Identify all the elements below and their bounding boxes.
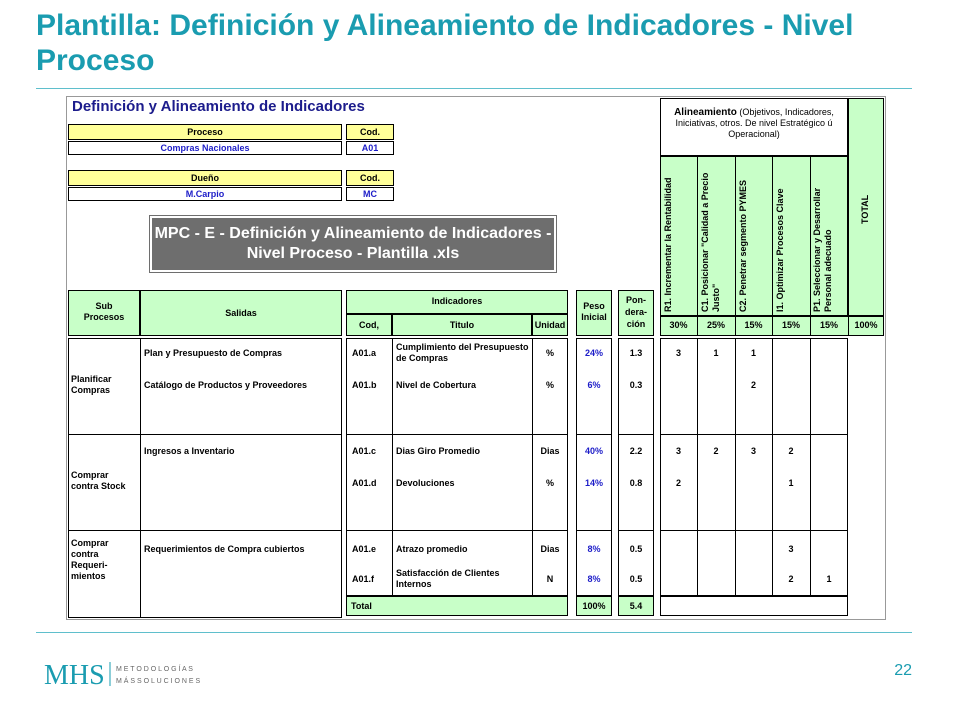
row-1-pond: 1.3	[629, 348, 643, 358]
pond-body	[618, 338, 654, 596]
row-4-pond: 0.8	[629, 478, 643, 488]
total-row-label-cell	[346, 596, 568, 616]
row-6-pond: 0.5	[629, 574, 643, 584]
indicadores-body	[346, 338, 568, 596]
row-2-salida: Catálogo de Productos y Proveedores	[144, 380, 308, 390]
file-name-banner: MPC - E - Definición y Alineamiento de Indicadores - Nivel Proceso - Plantilla .xls	[150, 216, 556, 272]
row-6-unidad: N	[546, 574, 554, 584]
proceso-cod-label: Cod.	[346, 124, 394, 140]
row-5-cod: A01.e	[352, 544, 377, 554]
total-row-peso-cell	[576, 596, 612, 616]
salidas-header: Salidas	[140, 290, 342, 336]
row-3-salida: Ingresos a Inventario	[144, 446, 235, 456]
row-3-score-c1: 2	[713, 446, 719, 456]
row-2-unidad: %	[545, 380, 554, 390]
dueno-value: M.Carpio	[68, 187, 342, 201]
row-3-peso: 40%	[584, 446, 603, 456]
alineamiento-note: (Objetivos, Indicadores, Iniciativas, otros. De nivel Estratégico ú Operacional)	[675, 107, 834, 139]
page-number: 22	[894, 662, 912, 679]
subprocess-1: Planificar Compras	[71, 374, 112, 395]
mhs-logo-icon	[44, 658, 244, 690]
indicadores-header: Indicadores	[346, 290, 568, 314]
alineamiento-header	[660, 98, 848, 156]
proceso-value: Compras Nacionales	[68, 141, 342, 155]
title-divider	[36, 88, 912, 89]
company-logo	[44, 658, 244, 695]
weight-p1: 15%	[819, 320, 838, 330]
row-1-cod: A01.a	[352, 348, 377, 358]
subprocesos-header: Sub Procesos	[68, 290, 140, 336]
row-1-score-r1: 3	[675, 348, 681, 358]
proceso-cod-value: A01	[346, 141, 394, 155]
peso-header: Peso Inicial	[576, 290, 612, 336]
objective-p1-label: P1. Seleccionar y Desarrollar Personal adecuado	[812, 187, 833, 312]
cod-header: Cod,	[346, 314, 392, 336]
row-5-peso: 8%	[587, 544, 601, 554]
subprocess-2: Comprar contra Stock	[71, 470, 126, 491]
row-4-peso: 14%	[584, 478, 603, 488]
weight-c1: 25%	[706, 320, 725, 330]
row-1-salida: Plan y Presupuesto de Compras	[144, 348, 283, 358]
row-1-score-c2: 1	[750, 348, 756, 358]
row-5-salida: Requerimientos de Compra cubiertos	[144, 544, 305, 554]
row-1-titulo: Cumplimiento del Presupuesto de Compras	[396, 342, 529, 363]
proceso-label: Proceso	[68, 124, 342, 140]
total-row-label: Total	[351, 601, 372, 611]
objective-c1-label: C1. Posicionar "Calidad a Precio Justo"	[700, 172, 721, 312]
total-row-pond: 5.4	[629, 601, 643, 611]
row-4-score-i1: 1	[788, 478, 794, 488]
row-3-pond: 2.2	[629, 446, 643, 456]
logo-line-2: M Á S S O L U C I O N E S	[116, 678, 201, 685]
row-4-unidad: %	[545, 478, 554, 488]
dueno-label: Dueño	[68, 170, 342, 186]
subprocess-3: Comprar contra Requeri- mientos	[71, 538, 109, 581]
row-3-score-c2: 3	[750, 446, 756, 456]
total-row-peso: 100%	[582, 601, 606, 611]
row-3-titulo: Dias Giro Promedio	[396, 446, 481, 456]
row-4-cod: A01.d	[352, 478, 377, 488]
row-3-score-r1: 3	[675, 446, 681, 456]
row-6-cod: A01.f	[352, 574, 375, 584]
row-4-titulo: Devoluciones	[396, 478, 455, 488]
objective-i1-label: I1. Optimizar Procesos Clave	[775, 188, 785, 312]
titulo-header: Titulo	[392, 314, 532, 336]
logo-line-1: M E T O D O L O G Í A S	[116, 666, 193, 673]
slide-title: Plantilla: Definición y Alineamiento de Indicadores - Nivel Proceso	[36, 9, 854, 77]
weight-r1: 30%	[669, 320, 688, 330]
alineamiento-title: Alineamiento	[674, 107, 737, 118]
objective-c2-label: C2. Penetrar segmento PYMES	[738, 179, 748, 312]
row-5-titulo: Atrazo promedio	[396, 544, 468, 554]
weight-c2: 15%	[744, 320, 763, 330]
row-3-unidad: Dias	[540, 446, 560, 456]
row-2-peso: 6%	[587, 380, 601, 390]
row-6-titulo: Satisfacción de Clientes Internos	[396, 568, 500, 589]
sheet-title: Definición y Alineamiento de Indicadores	[72, 98, 365, 115]
row-2-score-c2: 2	[750, 380, 756, 390]
row-3-score-i1: 2	[788, 446, 794, 456]
unidad-header: Unidad	[532, 314, 568, 336]
row-5-score-i1: 3	[788, 544, 794, 554]
peso-body	[576, 338, 612, 596]
row-2-cod: A01.b	[352, 380, 377, 390]
weight-total: 100%	[854, 320, 878, 330]
dueno-cod-label: Cod.	[346, 170, 394, 186]
row-4-score-r1: 2	[675, 478, 681, 488]
weight-i1: 15%	[781, 320, 800, 330]
row-2-titulo: Nivel de Cobertura	[396, 380, 477, 390]
row-6-score-p1: 1	[826, 574, 832, 584]
row-5-pond: 0.5	[629, 544, 643, 554]
ponderacion-header: Pon- dera- ción	[618, 290, 654, 336]
dueno-cod-value: MC	[346, 187, 394, 201]
total-header-label: TOTAL	[860, 194, 870, 224]
row-5-unidad: Dias	[540, 544, 560, 554]
row-1-unidad: %	[545, 348, 554, 358]
row-2-pond: 0.3	[629, 380, 643, 390]
row-1-score-c1: 1	[713, 348, 719, 358]
total-row-scores	[660, 596, 848, 616]
total-row-pond-cell	[618, 596, 654, 616]
logo-mark: MHS	[44, 660, 105, 690]
row-1-peso: 24%	[584, 348, 603, 358]
objective-r1-label: R1. Incrementar la Rentabilidad	[663, 177, 673, 312]
row-6-score-i1: 2	[788, 574, 794, 584]
scores-body	[660, 338, 848, 596]
row-3-cod: A01.c	[352, 446, 377, 456]
footer-divider	[36, 632, 912, 633]
row-6-peso: 8%	[587, 574, 601, 584]
